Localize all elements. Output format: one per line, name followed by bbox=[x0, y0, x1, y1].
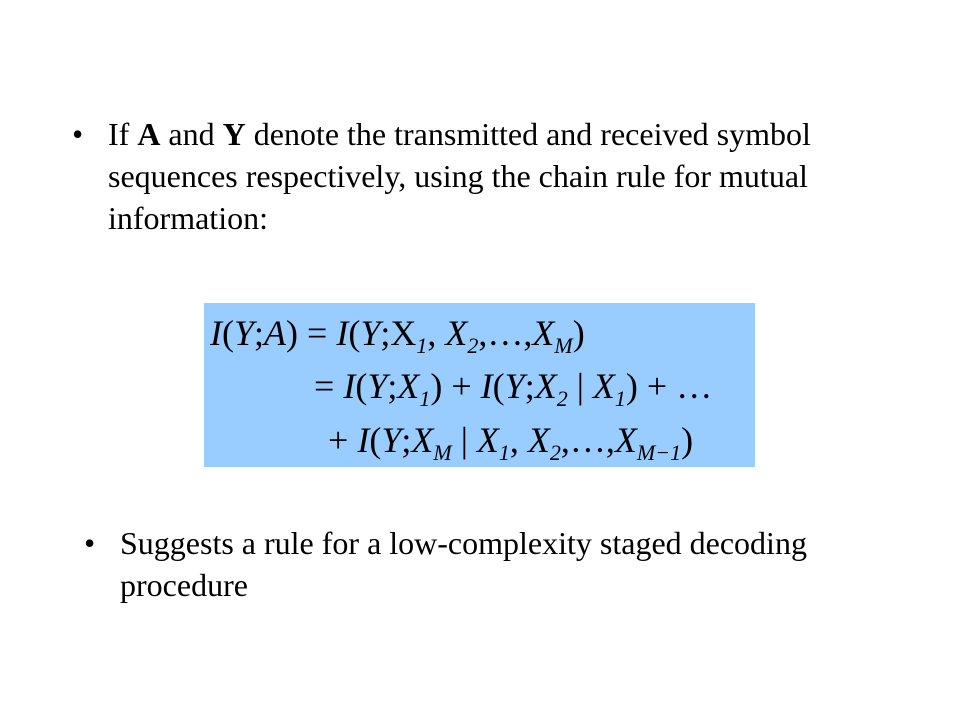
equation-line-3: + $I(Y;X_M$ | $X_1$, $X_2,\dots,X_{M-1}$) bbox=[328, 420, 694, 465]
bullet-text-prefix: If bbox=[108, 116, 138, 152]
bullet-marker: • bbox=[84, 525, 96, 561]
bold-symbol-y: Y bbox=[222, 116, 246, 152]
equation-line-1: I(Y;A) = $I(Y;X_1$, $X_2,\dots,X_M$) bbox=[210, 313, 585, 358]
bullet-text bbox=[108, 113, 872, 239]
equation-line-2: = $I(Y;X_1)$ + $I(Y;X_2$ | $X_1$) + … bbox=[314, 366, 713, 411]
bullet-text-mid: and bbox=[160, 116, 223, 152]
bullet-text-rest: denote the transmitted and received symbol sequences respectively, using the chain rule for mutual information: bbox=[108, 116, 811, 236]
equation-box bbox=[204, 303, 755, 467]
bullet-item-staged-decoding bbox=[84, 522, 884, 606]
bold-symbol-a: A bbox=[137, 116, 161, 152]
bullet-marker: • bbox=[72, 116, 84, 152]
bullet-item-chain-rule bbox=[72, 113, 872, 239]
bullet-text: Suggests a rule for a low-complexity staged decoding procedure bbox=[120, 525, 807, 603]
